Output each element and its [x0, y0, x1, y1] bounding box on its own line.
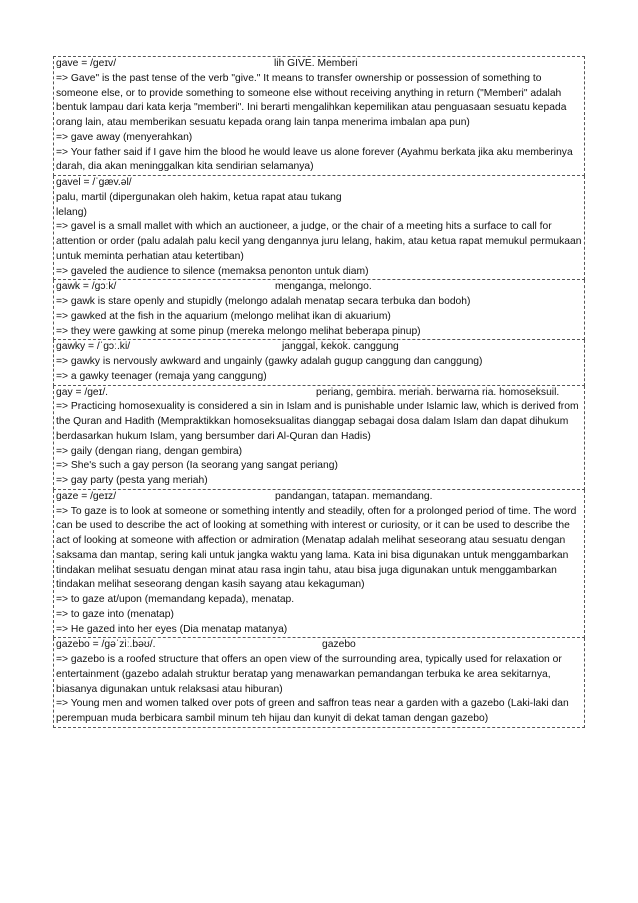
entry-header [56, 340, 582, 355]
headword: gazebo = /ɡəˈziː.bəʊ/. [56, 639, 156, 651]
entry-line: => She's such a gay person (Ia seorang yang sangat periang) [56, 460, 338, 472]
entry-gave [53, 56, 585, 176]
headword: gaze = /ɡeɪz/ [56, 490, 117, 502]
definition: pandangan, tatapan. memandang. [275, 490, 433, 502]
entry-line: => Practicing homosexuality is considered a sin in Islam and is punishable under Islamic law, which is derived from the Quran and Hadith (Mempraktikkan homoseksualitas dianggap sebagai dosa dalam Islam dan dapat dihukum berdasarkan hukum Islam, yang bersumber dari Al-Quran dan Hadis) [56, 401, 582, 442]
entry-line: => gawked at the fish in the aquarium (melongo melihat ikan di akuarium) [56, 310, 391, 322]
definition: palu, martil (dipergunakan oleh hakim, ketua rapat atau tukang lelang) [56, 191, 342, 218]
entry-line: => gazebo is a roofed structure that offers an open view of the surrounding area, typically used for relaxation or entertainment (gazebo adalah struktur beratap yang menawarkan pemandangan terbuka ke area sekitarnya, biasanya digunakan untuk relaksasi atau hiburan) [56, 654, 565, 695]
entry-line: => they were gawking at some pinup (mereka melongo melihat beberapa pinup) [56, 325, 421, 337]
headword: gawk = /ɡɔːk/ [56, 281, 117, 293]
entry-line: => Young men and women talked over pots of green and saffron teas near a garden with a gazebo (Laki-laki dan perempuan muda berbicara sambil minum teh hijau dan kunyit di dekat taman dengan gazebo) [56, 698, 572, 724]
headword: gave = /geɪv/ [56, 58, 117, 69]
entry-line: => gave away (menyerahkan) [56, 131, 193, 143]
entry-gawky [53, 340, 585, 385]
entry-line: => to gaze at/upon (memandang kepada), menatap. [56, 594, 295, 605]
entry-header [56, 176, 582, 220]
entry-line: => gawk is stare openly and stupidly (melongo adalah menatap secara terbuka dan bodoh) [56, 296, 471, 307]
entry-header [56, 638, 582, 653]
entry-header [56, 490, 582, 505]
definition: gazebo [322, 639, 356, 651]
entry-gay [53, 386, 585, 490]
entry-line: => Gave" is the past tense of the verb "give." It means to transfer ownership or possession of something to someone else, or to provide something to someone else without receiving anything in return ("Memberi" adalah bentuk lampau dari kata kerja "memberi". Ini berarti mengalihkan kepemilikan atau penguasaan sesuatu kepada orang lain, atau memberikan sesuatu kepada orang lain tanpa menerima imbalan apa pun) [56, 72, 570, 128]
entry-header [56, 386, 582, 401]
definition: lih GIVE. Memberi [274, 58, 358, 69]
entry-header [56, 57, 582, 72]
entry-line: => gay party (pesta yang meriah) [56, 475, 208, 486]
entry-header [56, 280, 582, 295]
entry-line: => a gawky teenager (remaja yang canggung) [56, 370, 267, 382]
definition: periang, gembira. meriah. berwarna ria. homoseksuil. [316, 386, 560, 398]
definition: janggal, kekok. canggung [282, 341, 399, 353]
entry-line: => gaily (dengan riang, dengan gembira) [56, 445, 243, 457]
entry-gawk [53, 280, 585, 340]
entry-line: => gaveled the audience to silence (memaksa penonton untuk diam) [56, 265, 369, 277]
entry-line: => gawky is nervously awkward and ungainly (gawky adalah gugup canggung dan canggung) [56, 356, 483, 367]
dictionary-page [53, 56, 585, 728]
entry-gaze [53, 490, 585, 639]
entry-line: => Your father said if I gave him the blood he would leave us alone forever (Ayahmu berkata jika aku memberinya darah, dia akan meninggalkan kita sendirian selamanya) [56, 146, 576, 173]
entry-line: => He gazed into her eyes (Dia menatap matanya) [56, 623, 288, 635]
headword: gay = /ɡeɪ/. [56, 386, 109, 398]
definition: menganga, melongo. [275, 281, 372, 293]
headword: gavel = /ˈɡæv.əl/ [56, 177, 132, 188]
entry-gavel [53, 176, 585, 280]
headword: gawky = /ˈɡɔː.ki/ [56, 341, 131, 353]
entry-line: => To gaze is to look at someone or something intently and steadily, often for a prolonged period of time. The word can be used to describe the act of looking at something with interest or curiosity, or it can be used to describe the act of looking at someone with affection or admiration (Menatap adalah melihat seseorang atau sesuatu dengan saksama dan mantap, sering kali untuk jangka waktu yang lama. Kata ini bisa digunakan untuk menggambarkan tindakan melihat sesuatu dengan minat atau rasa ingin tahu, atau bisa juga digunakan untuk menggambarkan tindakan melihat seseorang dengan kasih sayang atau kekaguman) [56, 505, 580, 591]
entry-gazebo [53, 638, 585, 728]
entry-line: => to gaze into (menatap) [56, 608, 174, 620]
entry-line: => gavel is a small mallet with which an auctioneer, a judge, or the chair of a meeting hits a surface to call for attention or order (palu adalah palu kecil yang dengannya juru lelang, hakim, atau ketua rapat memukul permukaan untuk meminta perhatian atau ketertiban) [56, 221, 585, 262]
